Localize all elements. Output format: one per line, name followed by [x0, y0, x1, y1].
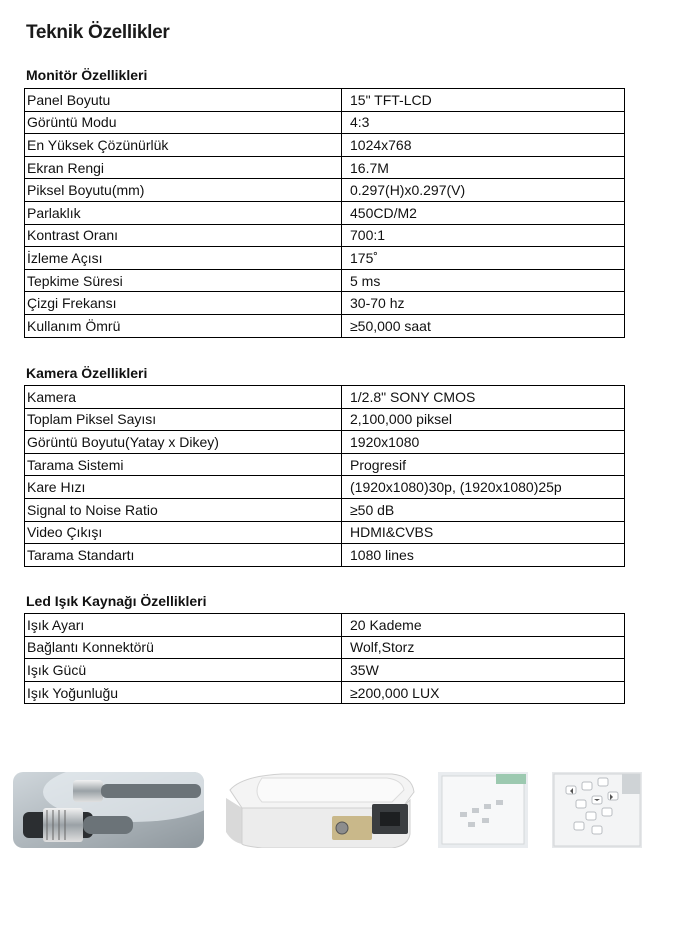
spec-value: ≥50,000 saat	[342, 314, 625, 337]
spec-value: Wolf,Storz	[342, 636, 625, 659]
button-keypad-photo	[552, 772, 642, 848]
spec-value: 1920x1080	[342, 431, 625, 454]
spec-value: (1920x1080)30p, (1920x1080)25p	[342, 476, 625, 499]
table-row	[25, 224, 625, 247]
spec-key: İzleme Açısı	[25, 247, 342, 270]
spec-key: Işık Yoğunluğu	[25, 681, 342, 704]
spec-key: Kontrast Oranı	[25, 224, 342, 247]
table-row	[25, 431, 625, 454]
connector-cable-photo	[13, 772, 204, 848]
table-row	[25, 386, 625, 409]
spec-value: 175˚	[342, 247, 625, 270]
spec-value: 0.297(H)x0.297(V)	[342, 179, 625, 202]
table-row	[25, 659, 625, 682]
spec-value: 1024x768	[342, 134, 625, 157]
table-row	[25, 292, 625, 315]
spec-value: ≥50 dB	[342, 498, 625, 521]
table-row	[25, 453, 625, 476]
table-row	[25, 636, 625, 659]
page-title: Teknik Özellikler	[26, 22, 170, 43]
spec-key: Tepkime Süresi	[25, 269, 342, 292]
spec-key: Görüntü Boyutu(Yatay x Dikey)	[25, 431, 342, 454]
spec-key: En Yüksek Çözünürlük	[25, 134, 342, 157]
section-title-led: Led Işık Kaynağı Özellikleri	[26, 593, 207, 609]
spec-key: Signal to Noise Ratio	[25, 498, 342, 521]
section-title-camera: Kamera Özellikleri	[26, 365, 148, 381]
spec-value: 4:3	[342, 111, 625, 134]
table-row	[25, 111, 625, 134]
table-row	[25, 134, 625, 157]
table-row	[25, 476, 625, 499]
spec-value: 30-70 hz	[342, 292, 625, 315]
table-row	[25, 314, 625, 337]
camera-console-photo	[222, 772, 417, 848]
table-row	[25, 201, 625, 224]
spec-key: Bağlantı Konnektörü	[25, 636, 342, 659]
spec-value: 15" TFT-LCD	[342, 89, 625, 112]
section-title-monitor: Monitör Özellikleri	[26, 67, 148, 83]
spec-key: Çizgi Frekansı	[25, 292, 342, 315]
spec-key: Ekran Rengi	[25, 156, 342, 179]
table-row	[25, 521, 625, 544]
table-row	[25, 681, 625, 704]
spec-key: Tarama Sistemi	[25, 453, 342, 476]
spec-value: HDMI&CVBS	[342, 521, 625, 544]
table-row	[25, 179, 625, 202]
spec-table-monitor	[24, 88, 625, 338]
spec-key: Toplam Piksel Sayısı	[25, 408, 342, 431]
spec-value: 1/2.8" SONY CMOS	[342, 386, 625, 409]
spec-value: 35W	[342, 659, 625, 682]
spec-value: 5 ms	[342, 269, 625, 292]
spec-key: Piksel Boyutu(mm)	[25, 179, 342, 202]
table-row	[25, 89, 625, 112]
spec-key: Tarama Standartı	[25, 544, 342, 567]
table-row	[25, 408, 625, 431]
spec-value: ≥200,000 LUX	[342, 681, 625, 704]
spec-key: Kamera	[25, 386, 342, 409]
table-row	[25, 614, 625, 637]
spec-value: Progresif	[342, 453, 625, 476]
spec-key: Panel Boyutu	[25, 89, 342, 112]
table-row	[25, 498, 625, 521]
table-row	[25, 156, 625, 179]
spec-value: 450CD/M2	[342, 201, 625, 224]
spec-table-led	[24, 613, 625, 704]
table-row	[25, 247, 625, 270]
spec-value: 20 Kademe	[342, 614, 625, 637]
spec-table-camera	[24, 385, 625, 567]
spec-key: Parlaklık	[25, 201, 342, 224]
table-row	[25, 269, 625, 292]
spec-key: Kullanım Ömrü	[25, 314, 342, 337]
spec-key: Işık Ayarı	[25, 614, 342, 637]
spec-key: Kare Hızı	[25, 476, 342, 499]
spec-key: Işık Gücü	[25, 659, 342, 682]
table-row	[25, 544, 625, 567]
control-panel-photo	[438, 772, 528, 848]
spec-key: Görüntü Modu	[25, 111, 342, 134]
spec-value: 2,100,000 piksel	[342, 408, 625, 431]
spec-key: Video Çıkışı	[25, 521, 342, 544]
spec-value: 700:1	[342, 224, 625, 247]
spec-value: 16.7M	[342, 156, 625, 179]
spec-value: 1080 lines	[342, 544, 625, 567]
